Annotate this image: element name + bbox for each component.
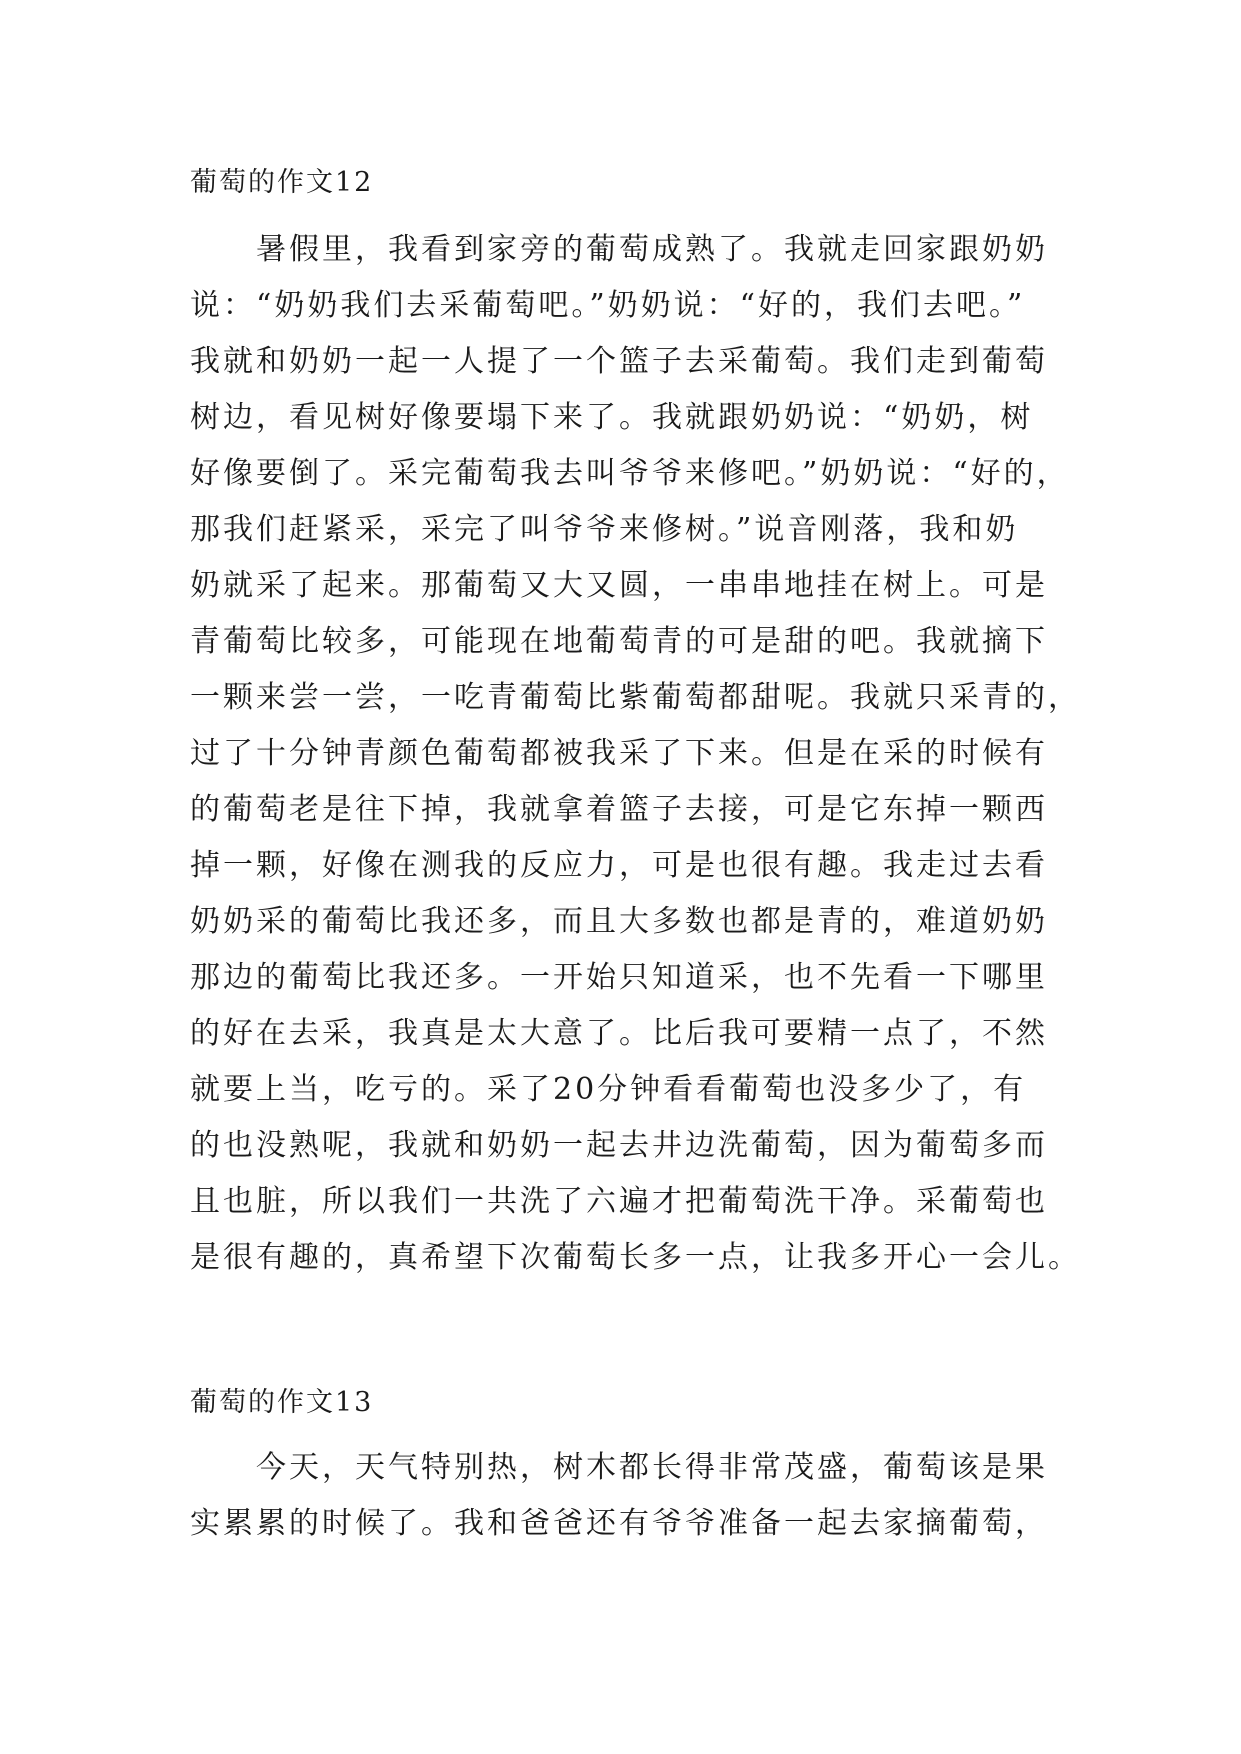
text-line: 就要上当，吃亏的。采了20分钟看看葡萄也没多少了，有 bbox=[190, 1072, 1027, 1107]
text-line: 奶奶采的葡萄比我还多，而且大多数也都是青的，难道奶奶 bbox=[190, 904, 1048, 939]
text-line: 过了十分钟青颜色葡萄都被我采了下来。但是在采的时候有 bbox=[190, 736, 1048, 771]
text-line: 今天，天气特别热，树木都长得非常茂盛，葡萄该是果 bbox=[190, 1450, 1048, 1485]
text-line: 掉一颗，好像在测我的反应力，可是也很有趣。我走过去看 bbox=[190, 848, 1048, 883]
text-line: 奶就采了起来。那葡萄又大又圆，一串串地挂在树上。可是 bbox=[190, 568, 1048, 603]
section-title: 葡萄的作文12 bbox=[190, 167, 374, 198]
text-line: 暑假里，我看到家旁的葡萄成熟了。我就走回家跟奶奶 bbox=[190, 232, 1048, 267]
text-line: 青葡萄比较多，可能现在地葡萄青的可是甜的吧。我就摘下 bbox=[190, 624, 1048, 659]
text-line: 那边的葡萄比我还多。一开始只知道采，也不先看一下哪里 bbox=[190, 960, 1048, 995]
text-line: 一颗来尝一尝，一吃青葡萄比紫葡萄都甜呢。我就只采青的， bbox=[190, 680, 1081, 715]
text-line: 的葡萄老是往下掉，我就拿着篮子去接，可是它东掉一颗西 bbox=[190, 792, 1048, 827]
essay-paragraph bbox=[190, 1440, 1241, 1552]
text-line: 说：“奶奶我们去采葡萄吧。”奶奶说：“好的，我们去吧。” bbox=[190, 288, 1026, 323]
text-line: 树边，看见树好像要塌下来了。我就跟奶奶说：“奶奶，树 bbox=[190, 400, 1034, 435]
text-line: 那我们赶紧采，采完了叫爷爷来修树。”说音刚落，我和奶 bbox=[190, 512, 1019, 547]
text-line: 的好在去采，我真是太大意了。比后我可要精一点了，不然 bbox=[190, 1016, 1048, 1051]
text-line: 实累累的时候了。我和爸爸还有爷爷准备一起去家摘葡萄， bbox=[190, 1506, 1048, 1541]
text-line: 的也没熟呢，我就和奶奶一起去井边洗葡萄，因为葡萄多而 bbox=[190, 1128, 1048, 1163]
essay-paragraph bbox=[190, 222, 1241, 1286]
text-line: 且也脏，所以我们一共洗了六遍才把葡萄洗干净。采葡萄也 bbox=[190, 1184, 1048, 1219]
text-line: 我就和奶奶一起一人提了一个篮子去采葡萄。我们走到葡萄 bbox=[190, 344, 1048, 379]
text-line: 好像要倒了。采完葡萄我去叫爷爷来修吧。”奶奶说：“好的， bbox=[190, 456, 1070, 491]
text-line: 是很有趣的，真希望下次葡萄长多一点，让我多开心一会儿。 bbox=[190, 1240, 1081, 1275]
section-title: 葡萄的作文13 bbox=[190, 1387, 374, 1418]
